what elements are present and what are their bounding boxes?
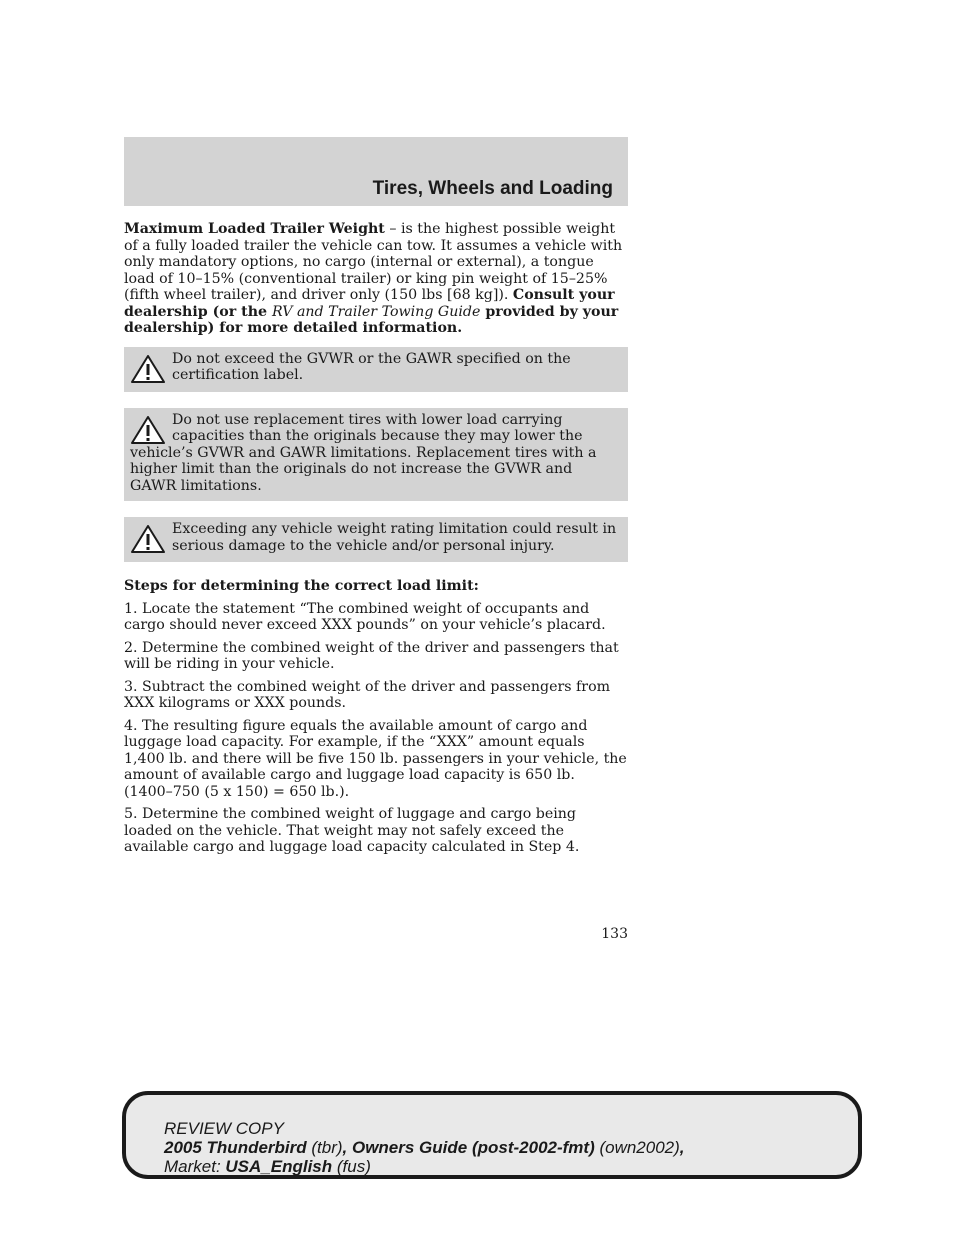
review-copy-footer [122, 1091, 862, 1179]
steps-heading: Steps for determining the correct load limit: [124, 578, 479, 594]
footer-market: USA_English [225, 1157, 333, 1176]
intro-bold-1: Consult your dealership (or the [124, 287, 615, 320]
footer-guide-line [164, 1138, 685, 1157]
warning-triangle-icon [130, 415, 166, 445]
warning-box-2 [124, 408, 628, 502]
step-item: 3. Subtract the combined weight of the driver and passengers from XXX kilograms or XXX pounds. [124, 678, 611, 711]
warning-box-1 [124, 347, 628, 392]
footer-model-code: (tbr) [306, 1138, 343, 1157]
intro-paragraph [124, 221, 628, 337]
footer-review-label: REVIEW COPY [164, 1119, 284, 1138]
footer-model: 2005 Thunderbird [164, 1138, 307, 1157]
intro-guide-title: RV and Trailer Towing Guide [272, 303, 481, 320]
warning-text-2: Do not use replacement tires with lower load carrying capacities than the originals because they may lower the vehicle’s GVWR and GAWR limitations. Replacement tires with a higher limit than the originals do not increase the GVWR and GAWR limitations. [130, 411, 597, 494]
section-title: Tires, Wheels and Loading [372, 178, 613, 199]
warning-box-3 [124, 517, 628, 562]
warning-text-1: Do not exceed the GVWR or the GAWR specified on the certification label. [172, 350, 571, 383]
step-item: 5. Determine the combined weight of luggage and cargo being loaded on the vehicle. That weight may not safely exceed the available cargo and luggage load capacity calculated in Step 4. [124, 806, 580, 855]
footer-market-label: Market: [164, 1157, 226, 1176]
page-content [124, 221, 628, 862]
footer-guide-code: (own2002) [594, 1138, 680, 1157]
intro-text: – is the highest possible weight of a fully loaded trailer the vehicle can tow. It assumes a vehicle with only mandatory options, no cargo (internal or external), a tongue load of 10–15% (conventional trailer) or king pin weight of 15–25% (fifth wheel trailer), and driver only (150 lbs [68 kg]). [124, 221, 623, 303]
page-number: 133 [601, 926, 628, 942]
warning-triangle-icon [130, 354, 166, 384]
warning-triangle-icon [130, 524, 166, 554]
section-header-band [124, 137, 628, 206]
intro-bold-2: provided by your dealership) for more detailed information. [124, 303, 619, 336]
step-item: 4. The resulting figure equals the available amount of cargo and luggage load capacity. For example, if the “XXX” amount equals 1,400 lb. and there will be five 150 lb. passengers in your vehicle, the amount of available cargo and luggage load capacity is 650 lb. (1400–750 (5 x 150) = 650 lb.). [124, 717, 627, 800]
step-item: 2. Determine the combined weight of the driver and passengers that will be riding in your vehicle. [124, 639, 619, 672]
footer-guide: , Owners Guide (post-2002-fmt) [342, 1138, 595, 1157]
footer-comma: , [679, 1138, 685, 1157]
warning-text-3: Exceeding any vehicle weight rating limitation could result in serious damage to the vehicle and/or personal injury. [172, 521, 617, 554]
footer-text [164, 1119, 685, 1176]
intro-term: Maximum Loaded Trailer Weight [124, 221, 385, 237]
step-item: 1. Locate the statement “The combined weight of occupants and cargo should never exceed XXX pounds” on your vehicle’s placard. [124, 600, 606, 633]
footer-market-line [164, 1157, 685, 1176]
footer-market-code: (fus) [332, 1157, 371, 1176]
